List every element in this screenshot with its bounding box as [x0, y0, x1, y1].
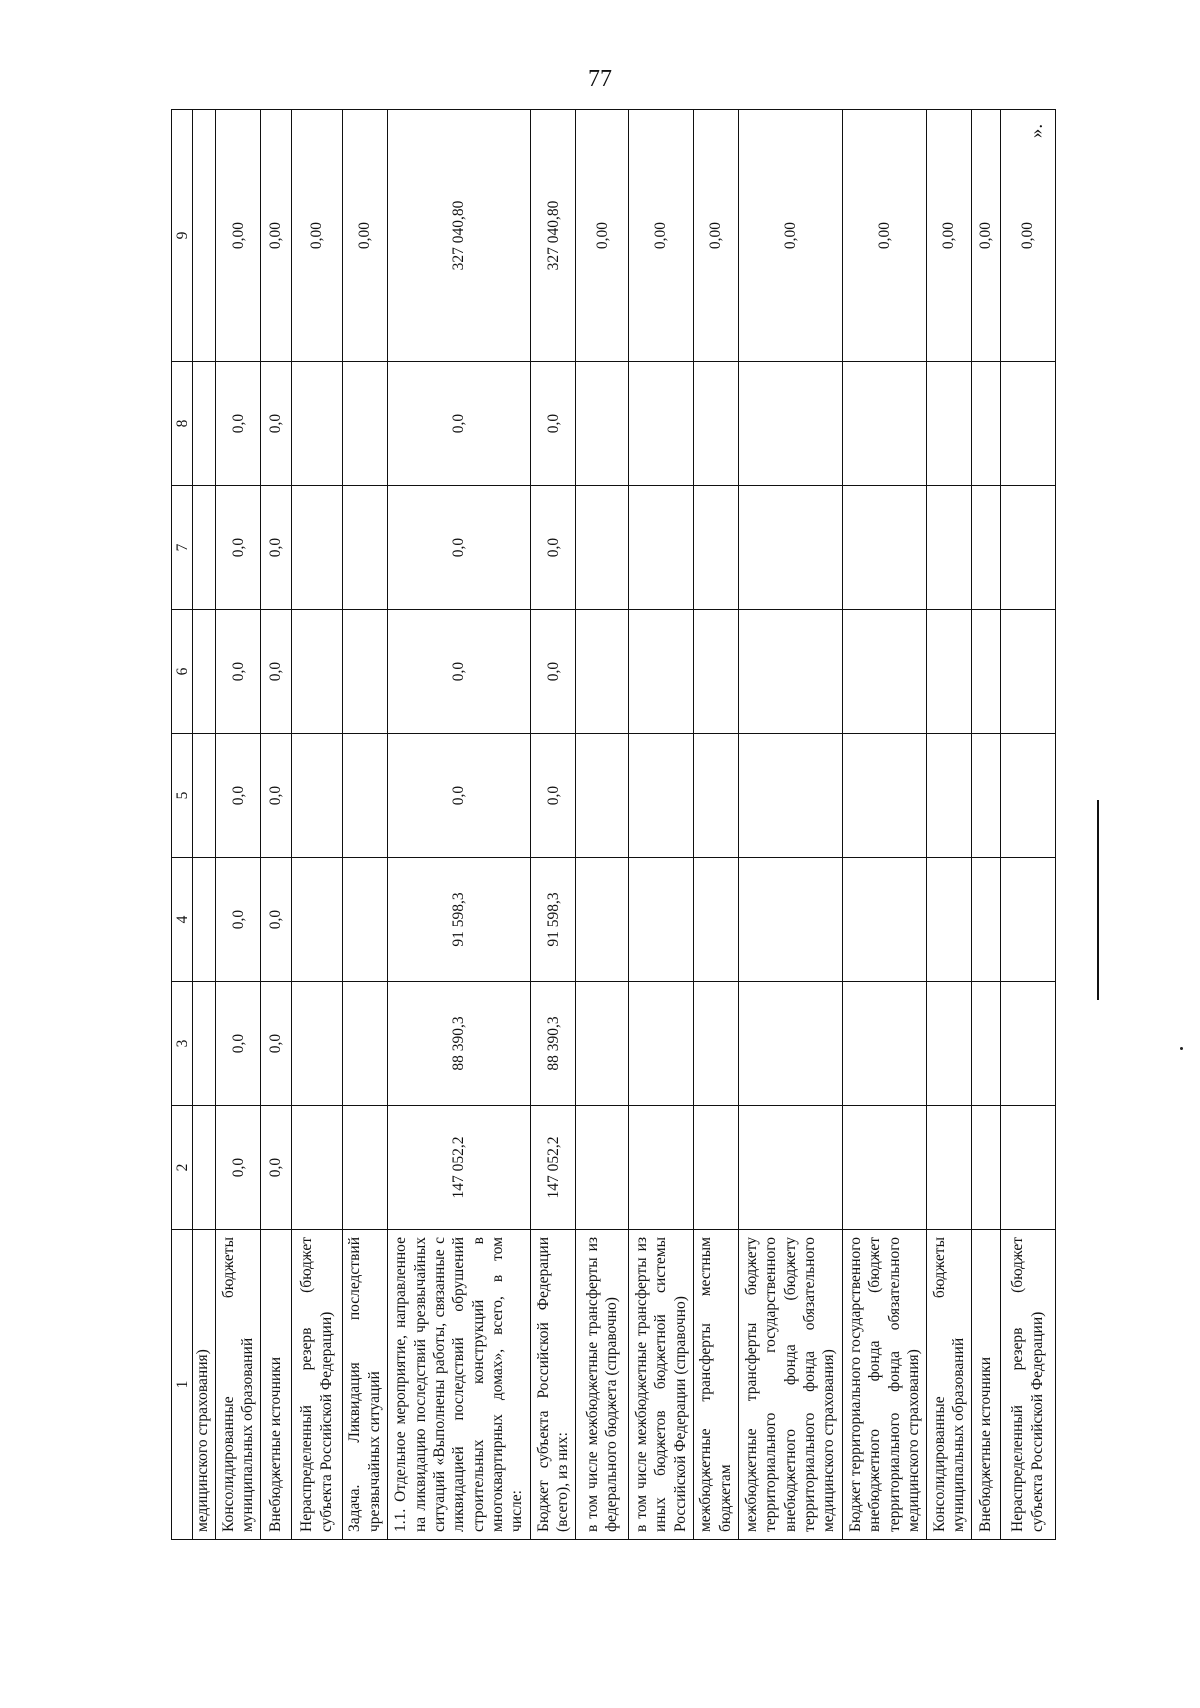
cell-col-8: [342, 362, 387, 486]
row-label: в том числе межбюджетные трансферты из федерального бюджета (справочно): [576, 1230, 629, 1540]
cell-col-4: [842, 858, 926, 982]
col-header-8: 8: [172, 362, 193, 486]
cell-col-3: [1000, 982, 1055, 1106]
row-label: в том числе межбюджетные трансферты из иных бюджетов бюджетной системы Российской Федерации (справочно): [629, 1230, 694, 1540]
cell-col-4: [693, 858, 738, 982]
cell-col-7: [342, 486, 387, 610]
cell-col-3: 88 390,3: [531, 982, 576, 1106]
cell-col-6: 0,0: [531, 610, 576, 734]
cell-col-4: 91 598,3: [531, 858, 576, 982]
cell-col-2: [693, 1106, 738, 1230]
cell-col-7: [629, 486, 694, 610]
col-header-5: 5: [172, 734, 193, 858]
cell-col-3: 88 390,3: [387, 982, 531, 1106]
cell-col-4: [291, 858, 342, 982]
cell-col-4: [738, 858, 842, 982]
cell-col-2: 0,0: [216, 1106, 261, 1230]
cell-col-3: [629, 982, 694, 1106]
row-label: межбюджетные трансферты местным бюджетам: [693, 1230, 738, 1540]
cell-col-8: [693, 362, 738, 486]
cell-col-3: [738, 982, 842, 1106]
cell-col-2: [193, 1106, 216, 1230]
cell-col-2: 147 052,2: [387, 1106, 531, 1230]
cell-col-9: 0,00: [629, 110, 694, 362]
cell-col-8: 0,0: [387, 362, 531, 486]
cell-col-8: [842, 362, 926, 486]
table-row: [216, 110, 261, 1540]
cell-col-6: [693, 610, 738, 734]
table-row: [971, 110, 1000, 1540]
cell-col-7: 0,0: [387, 486, 531, 610]
cell-col-9: 0,00: [693, 110, 738, 362]
cell-col-9: 0,00: [738, 110, 842, 362]
cell-col-6: [193, 610, 216, 734]
cell-col-5: [291, 734, 342, 858]
row-label: медицинского страхования): [193, 1230, 216, 1540]
cell-col-4: 0,0: [261, 858, 292, 982]
cell-col-5: [842, 734, 926, 858]
cell-col-3: 0,0: [261, 982, 292, 1106]
row-label: Консолидированные бюджеты муниципальных образований: [216, 1230, 261, 1540]
cell-col-2: [576, 1106, 629, 1230]
cell-col-4: [193, 858, 216, 982]
cell-col-7: [576, 486, 629, 610]
cell-col-6: [927, 610, 972, 734]
cell-col-9: 0,00: [1000, 110, 1055, 362]
cell-col-2: [342, 1106, 387, 1230]
table-row: [738, 110, 842, 1540]
cell-col-8: [927, 362, 972, 486]
cell-col-9: 0,00: [927, 110, 972, 362]
col-header-3: 3: [172, 982, 193, 1106]
col-header-4: 4: [172, 858, 193, 982]
col-header-6: 6: [172, 610, 193, 734]
cell-col-6: [291, 610, 342, 734]
table-row: [927, 110, 972, 1540]
table-row: [842, 110, 926, 1540]
cell-col-6: [971, 610, 1000, 734]
cell-col-3: [842, 982, 926, 1106]
cell-col-2: [738, 1106, 842, 1230]
cell-col-5: [927, 734, 972, 858]
cell-col-8: 0,0: [216, 362, 261, 486]
cell-col-6: 0,0: [216, 610, 261, 734]
cell-col-7: [927, 486, 972, 610]
row-label: Задача. Ликвидация последствий чрезвычайных ситуаций: [342, 1230, 387, 1540]
cell-col-7: [738, 486, 842, 610]
cell-col-3: [576, 982, 629, 1106]
cell-col-4: [342, 858, 387, 982]
cell-col-4: [1000, 858, 1055, 982]
cell-col-2: [291, 1106, 342, 1230]
cell-col-8: [193, 362, 216, 486]
cell-col-7: 0,0: [261, 486, 292, 610]
cell-col-5: [971, 734, 1000, 858]
cell-col-3: [342, 982, 387, 1106]
table-row: [291, 110, 342, 1540]
rotated-table-container: [171, 110, 1056, 1540]
cell-col-8: 0,0: [261, 362, 292, 486]
cell-col-3: [693, 982, 738, 1106]
table-row: [387, 110, 531, 1540]
cell-col-6: 0,0: [387, 610, 531, 734]
cell-col-3: [291, 982, 342, 1106]
cell-col-9: 327 040,80: [387, 110, 531, 362]
table-row: [531, 110, 576, 1540]
cell-col-3: [927, 982, 972, 1106]
cell-col-9: 0,00: [842, 110, 926, 362]
row-label: Внебюджетные источники: [261, 1230, 292, 1540]
table-row: [693, 110, 738, 1540]
cell-col-8: 0,0: [531, 362, 576, 486]
cell-col-7: [193, 486, 216, 610]
cell-col-8: [971, 362, 1000, 486]
cell-col-8: [1000, 362, 1055, 486]
cell-col-6: [576, 610, 629, 734]
cell-col-9: 0,00: [971, 110, 1000, 362]
cell-col-5: 0,0: [531, 734, 576, 858]
cell-col-9: 0,00: [342, 110, 387, 362]
cell-col-5: [342, 734, 387, 858]
cell-col-8: [291, 362, 342, 486]
cell-col-3: [971, 982, 1000, 1106]
table-row: [342, 110, 387, 1540]
cell-col-9: [193, 110, 216, 362]
row-label: Бюджет субъекта Российской Федерации (всего), из них:: [531, 1230, 576, 1540]
table-row: [261, 110, 292, 1540]
cell-col-2: [927, 1106, 972, 1230]
cell-col-2: [629, 1106, 694, 1230]
cell-col-5: 0,0: [387, 734, 531, 858]
cell-col-2: [971, 1106, 1000, 1230]
row-label: Консолидированные бюджеты муниципальных образований: [927, 1230, 972, 1540]
col-header-2: 2: [172, 1106, 193, 1230]
scan-speck: [1180, 1047, 1183, 1050]
header-row: [172, 110, 193, 1540]
cell-col-4: [971, 858, 1000, 982]
cell-col-5: 0,0: [261, 734, 292, 858]
budget-table: [171, 109, 1056, 1540]
cell-col-3: [193, 982, 216, 1106]
cell-col-7: 0,0: [531, 486, 576, 610]
cell-col-8: [738, 362, 842, 486]
cell-col-7: [971, 486, 1000, 610]
cell-col-7: [842, 486, 926, 610]
cell-col-8: [629, 362, 694, 486]
closing-quote: ».: [1026, 123, 1048, 139]
cell-col-4: 91 598,3: [387, 858, 531, 982]
cell-col-6: [842, 610, 926, 734]
cell-col-6: 0,0: [261, 610, 292, 734]
cell-col-9: 0,00: [291, 110, 342, 362]
cell-col-2: [1000, 1106, 1055, 1230]
cell-col-2: 0,0: [261, 1106, 292, 1230]
table-row: [576, 110, 629, 1540]
cell-col-6: [629, 610, 694, 734]
table-row: [193, 110, 216, 1540]
cell-col-6: [342, 610, 387, 734]
col-header-7: 7: [172, 486, 193, 610]
row-label: Внебюджетные источники: [971, 1230, 1000, 1540]
cell-col-5: [193, 734, 216, 858]
row-label: Нераспределенный резерв (бюджет субъекта Российской Федерации): [291, 1230, 342, 1540]
page-number: 77: [588, 66, 612, 92]
cell-col-4: 0,0: [216, 858, 261, 982]
cell-col-9: 0,00: [216, 110, 261, 362]
cell-col-7: [291, 486, 342, 610]
signature-line: [1097, 800, 1099, 1000]
col-header-9: 9: [172, 110, 193, 362]
col-header-1: 1: [172, 1230, 193, 1540]
row-label: Бюджет территориального государственного внебюджетного фонда (бюджет территориального фонда обязательного медицинского страхования): [842, 1230, 926, 1540]
cell-col-7: [1000, 486, 1055, 610]
cell-col-7: 0,0: [216, 486, 261, 610]
cell-col-4: [629, 858, 694, 982]
cell-col-2: [842, 1106, 926, 1230]
cell-col-5: 0,0: [216, 734, 261, 858]
cell-col-4: [576, 858, 629, 982]
cell-col-9: 0,00: [576, 110, 629, 362]
row-label: межбюджетные трансферты бюджету территориального государственного внебюджетного фонда (бюджету территориального фонда обязательного медицинского страхования): [738, 1230, 842, 1540]
cell-col-4: [927, 858, 972, 982]
cell-col-8: [576, 362, 629, 486]
cell-col-3: 0,0: [216, 982, 261, 1106]
cell-col-6: [738, 610, 842, 734]
cell-col-5: [576, 734, 629, 858]
cell-col-6: [1000, 610, 1055, 734]
cell-col-5: [738, 734, 842, 858]
cell-col-9: 0,00: [261, 110, 292, 362]
cell-col-7: [693, 486, 738, 610]
cell-col-9: 327 040,80: [531, 110, 576, 362]
cell-col-5: [1000, 734, 1055, 858]
row-label: Нераспределенный резерв (бюджет субъекта Российской Федерации): [1000, 1230, 1055, 1540]
table-row: [629, 110, 694, 1540]
cell-col-5: [629, 734, 694, 858]
cell-col-2: 147 052,2: [531, 1106, 576, 1230]
cell-col-5: [693, 734, 738, 858]
row-label: 1.1. Отдельное мероприятие, направленное на ликвидацию последствий чрезвычайных ситуаций «Выполнены работы, связанные с ликвидацией последствий обрушений строительных конструкций в многоквартирных домах», всего, в том числе:: [387, 1230, 531, 1540]
table-row: [1000, 110, 1055, 1540]
